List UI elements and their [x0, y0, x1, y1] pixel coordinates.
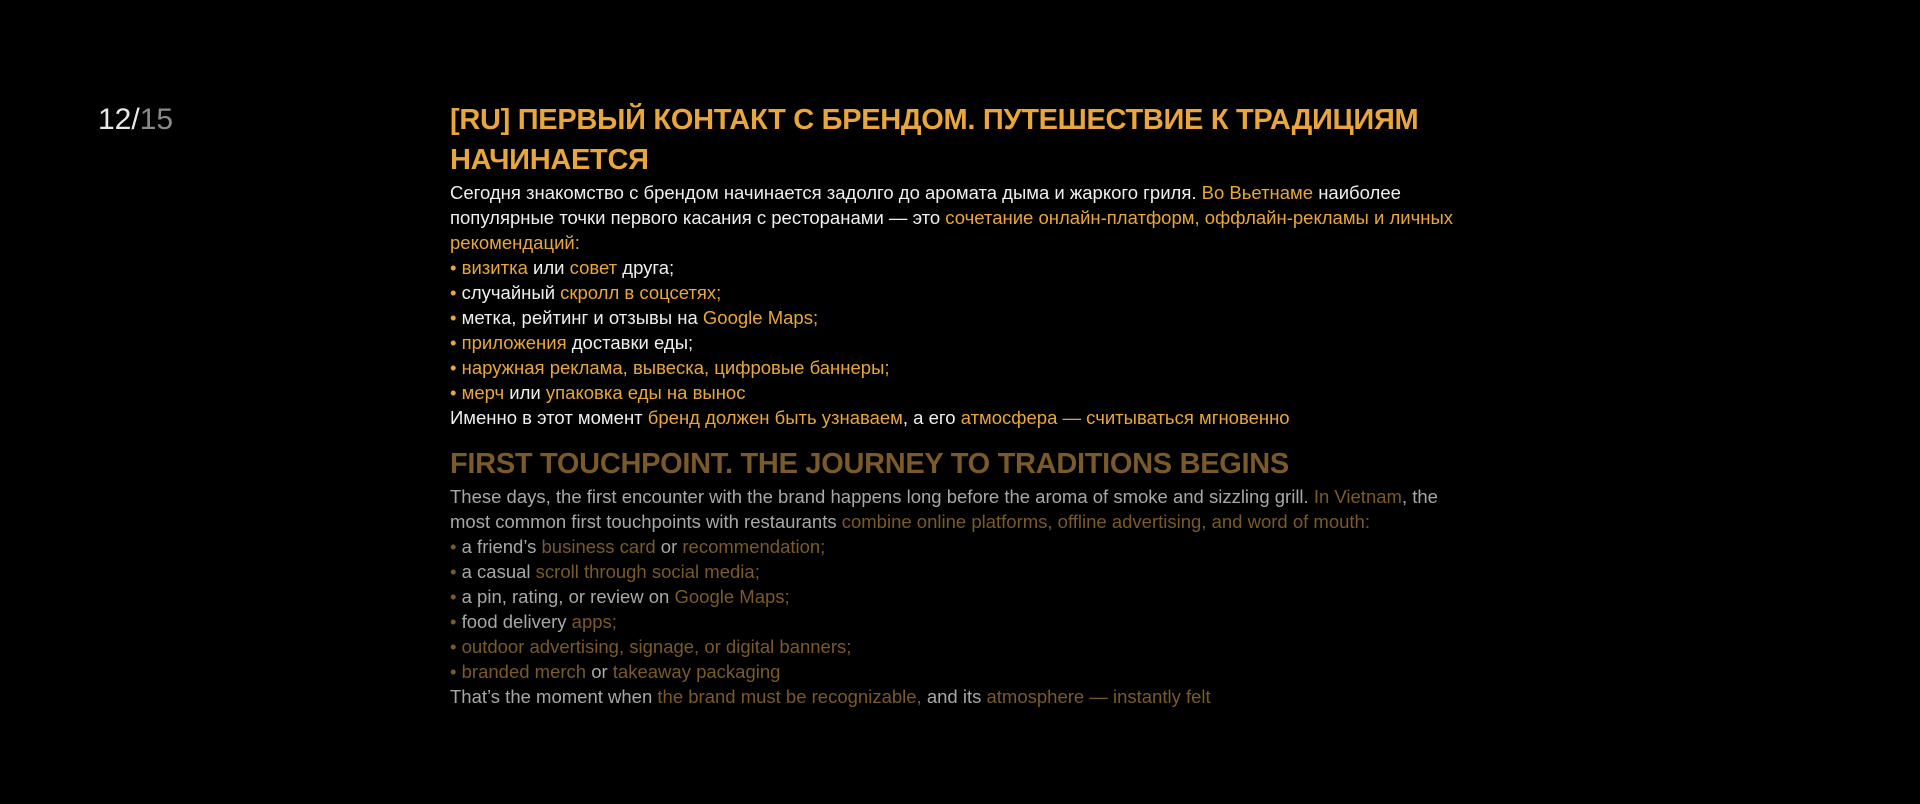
highlight-span: бренд должен быть узнаваем: [647, 407, 903, 428]
bullet-icon: •: [450, 536, 462, 557]
highlight-span: совет: [569, 257, 618, 278]
text-span: метка, рейтинг и отзывы на: [461, 307, 703, 328]
list-item: [450, 634, 1460, 659]
page-separator: /: [131, 103, 140, 136]
bullet-icon: •: [450, 382, 462, 403]
text-span: or: [586, 661, 613, 682]
highlight-span: сочетание онлайн-платформ, оффлайн-рекламы и личных рекомендаций:: [450, 207, 1453, 253]
text-span: food delivery: [461, 611, 572, 632]
section-russian: [450, 100, 1460, 430]
list-item: [450, 584, 1460, 609]
text-span: наиболее популярные точки первого касания с ресторанами — это: [450, 182, 1401, 228]
page-current: 12: [98, 103, 132, 136]
bullet-icon: •: [450, 611, 462, 632]
page-counter: [98, 100, 173, 140]
text-span: a casual: [461, 561, 536, 582]
highlight-span: Google Maps;: [674, 586, 790, 607]
bullet-icon: •: [450, 586, 462, 607]
list-item: [450, 559, 1460, 584]
highlight-span: atmosphere — instantly felt: [986, 686, 1211, 707]
list-item: [450, 305, 1460, 330]
highlight-span: outdoor advertising, signage, or digital banners;: [461, 636, 852, 657]
highlight-span: In Vietnam: [1313, 486, 1402, 507]
text-span: , the most common first touchpoints with restaurants: [450, 486, 1438, 532]
text-span: a pin, rating, or review on: [461, 586, 675, 607]
text-span: друга;: [617, 257, 675, 278]
heading-english: FIRST TOUCHPOINT. THE JOURNEY TO TRADITIONS BEGINS: [450, 448, 1289, 480]
bullet-icon: •: [450, 332, 462, 353]
list-item: [450, 380, 1460, 405]
list-item: [450, 280, 1460, 305]
intro-paragraph-english: [450, 484, 1460, 534]
highlight-span: recommendation;: [682, 536, 826, 557]
text-span: , а его: [902, 407, 961, 428]
bullet-icon: •: [450, 282, 462, 303]
list-item: [450, 355, 1460, 380]
highlight-span: scroll through social media;: [535, 561, 760, 582]
text-span: a friend’s: [461, 536, 542, 557]
text-span: Сегодня знакомство с брендом начинается задолго до аромата дыма и жаркого гриля.: [450, 182, 1202, 203]
bullet-icon: •: [450, 561, 462, 582]
highlight-span: мерч: [461, 382, 505, 403]
page-total: 15: [139, 103, 174, 136]
closing-paragraph-russian: [450, 405, 1460, 430]
slide-content: [450, 100, 1460, 709]
text-span: or: [655, 536, 683, 557]
intro-paragraph-russian: [450, 180, 1460, 255]
highlight-span: упаковка еды на вынос: [545, 382, 746, 403]
bullet-icon: •: [450, 636, 462, 657]
text-span: или: [504, 382, 546, 403]
heading-russian: [RU] ПЕРВЫЙ КОНТАКТ С БРЕНДОМ. ПУТЕШЕСТВИЕ К ТРАДИЦИЯМ НАЧИНАЕТСЯ: [450, 104, 1419, 176]
closing-paragraph-english: [450, 684, 1460, 709]
text-span: случайный: [461, 282, 561, 303]
list-item: [450, 330, 1460, 355]
text-span: доставки еды;: [566, 332, 694, 353]
text-span: или: [527, 257, 570, 278]
list-item: [450, 534, 1460, 559]
highlight-span: branded merch: [461, 661, 587, 682]
list-item: [450, 255, 1460, 280]
list-item: [450, 609, 1460, 634]
touchpoint-list-english: [450, 534, 1460, 684]
text-span: These days, the first encounter with the brand happens long before the aroma of smoke and sizzling grill.: [450, 486, 1314, 507]
highlight-span: визитка: [461, 257, 528, 278]
highlight-span: Google Maps;: [702, 307, 819, 328]
highlight-span: business card: [541, 536, 656, 557]
highlight-span: атмосфера — считываться мгновенно: [960, 407, 1290, 428]
highlight-span: Во Вьетнаме: [1201, 182, 1314, 203]
bullet-icon: •: [450, 357, 462, 378]
text-span: and its: [921, 686, 987, 707]
section-english: [450, 444, 1460, 709]
highlight-span: скролл в соцсетях;: [560, 282, 722, 303]
list-item: [450, 659, 1460, 684]
highlight-span: приложения: [461, 332, 567, 353]
text-span: Именно в этот момент: [450, 407, 648, 428]
bullet-icon: •: [450, 257, 462, 278]
bullet-icon: •: [450, 661, 462, 682]
highlight-span: takeaway packaging: [612, 661, 781, 682]
highlight-span: apps;: [571, 611, 617, 632]
text-span: That’s the moment when: [450, 686, 658, 707]
highlight-span: наружная реклама, вывеска, цифровые баннеры;: [461, 357, 890, 378]
highlight-span: the brand must be recognizable,: [657, 686, 922, 707]
bullet-icon: •: [450, 307, 462, 328]
highlight-span: combine online platforms, offline advertising, and word of mouth:: [841, 511, 1370, 532]
touchpoint-list-russian: [450, 255, 1460, 405]
